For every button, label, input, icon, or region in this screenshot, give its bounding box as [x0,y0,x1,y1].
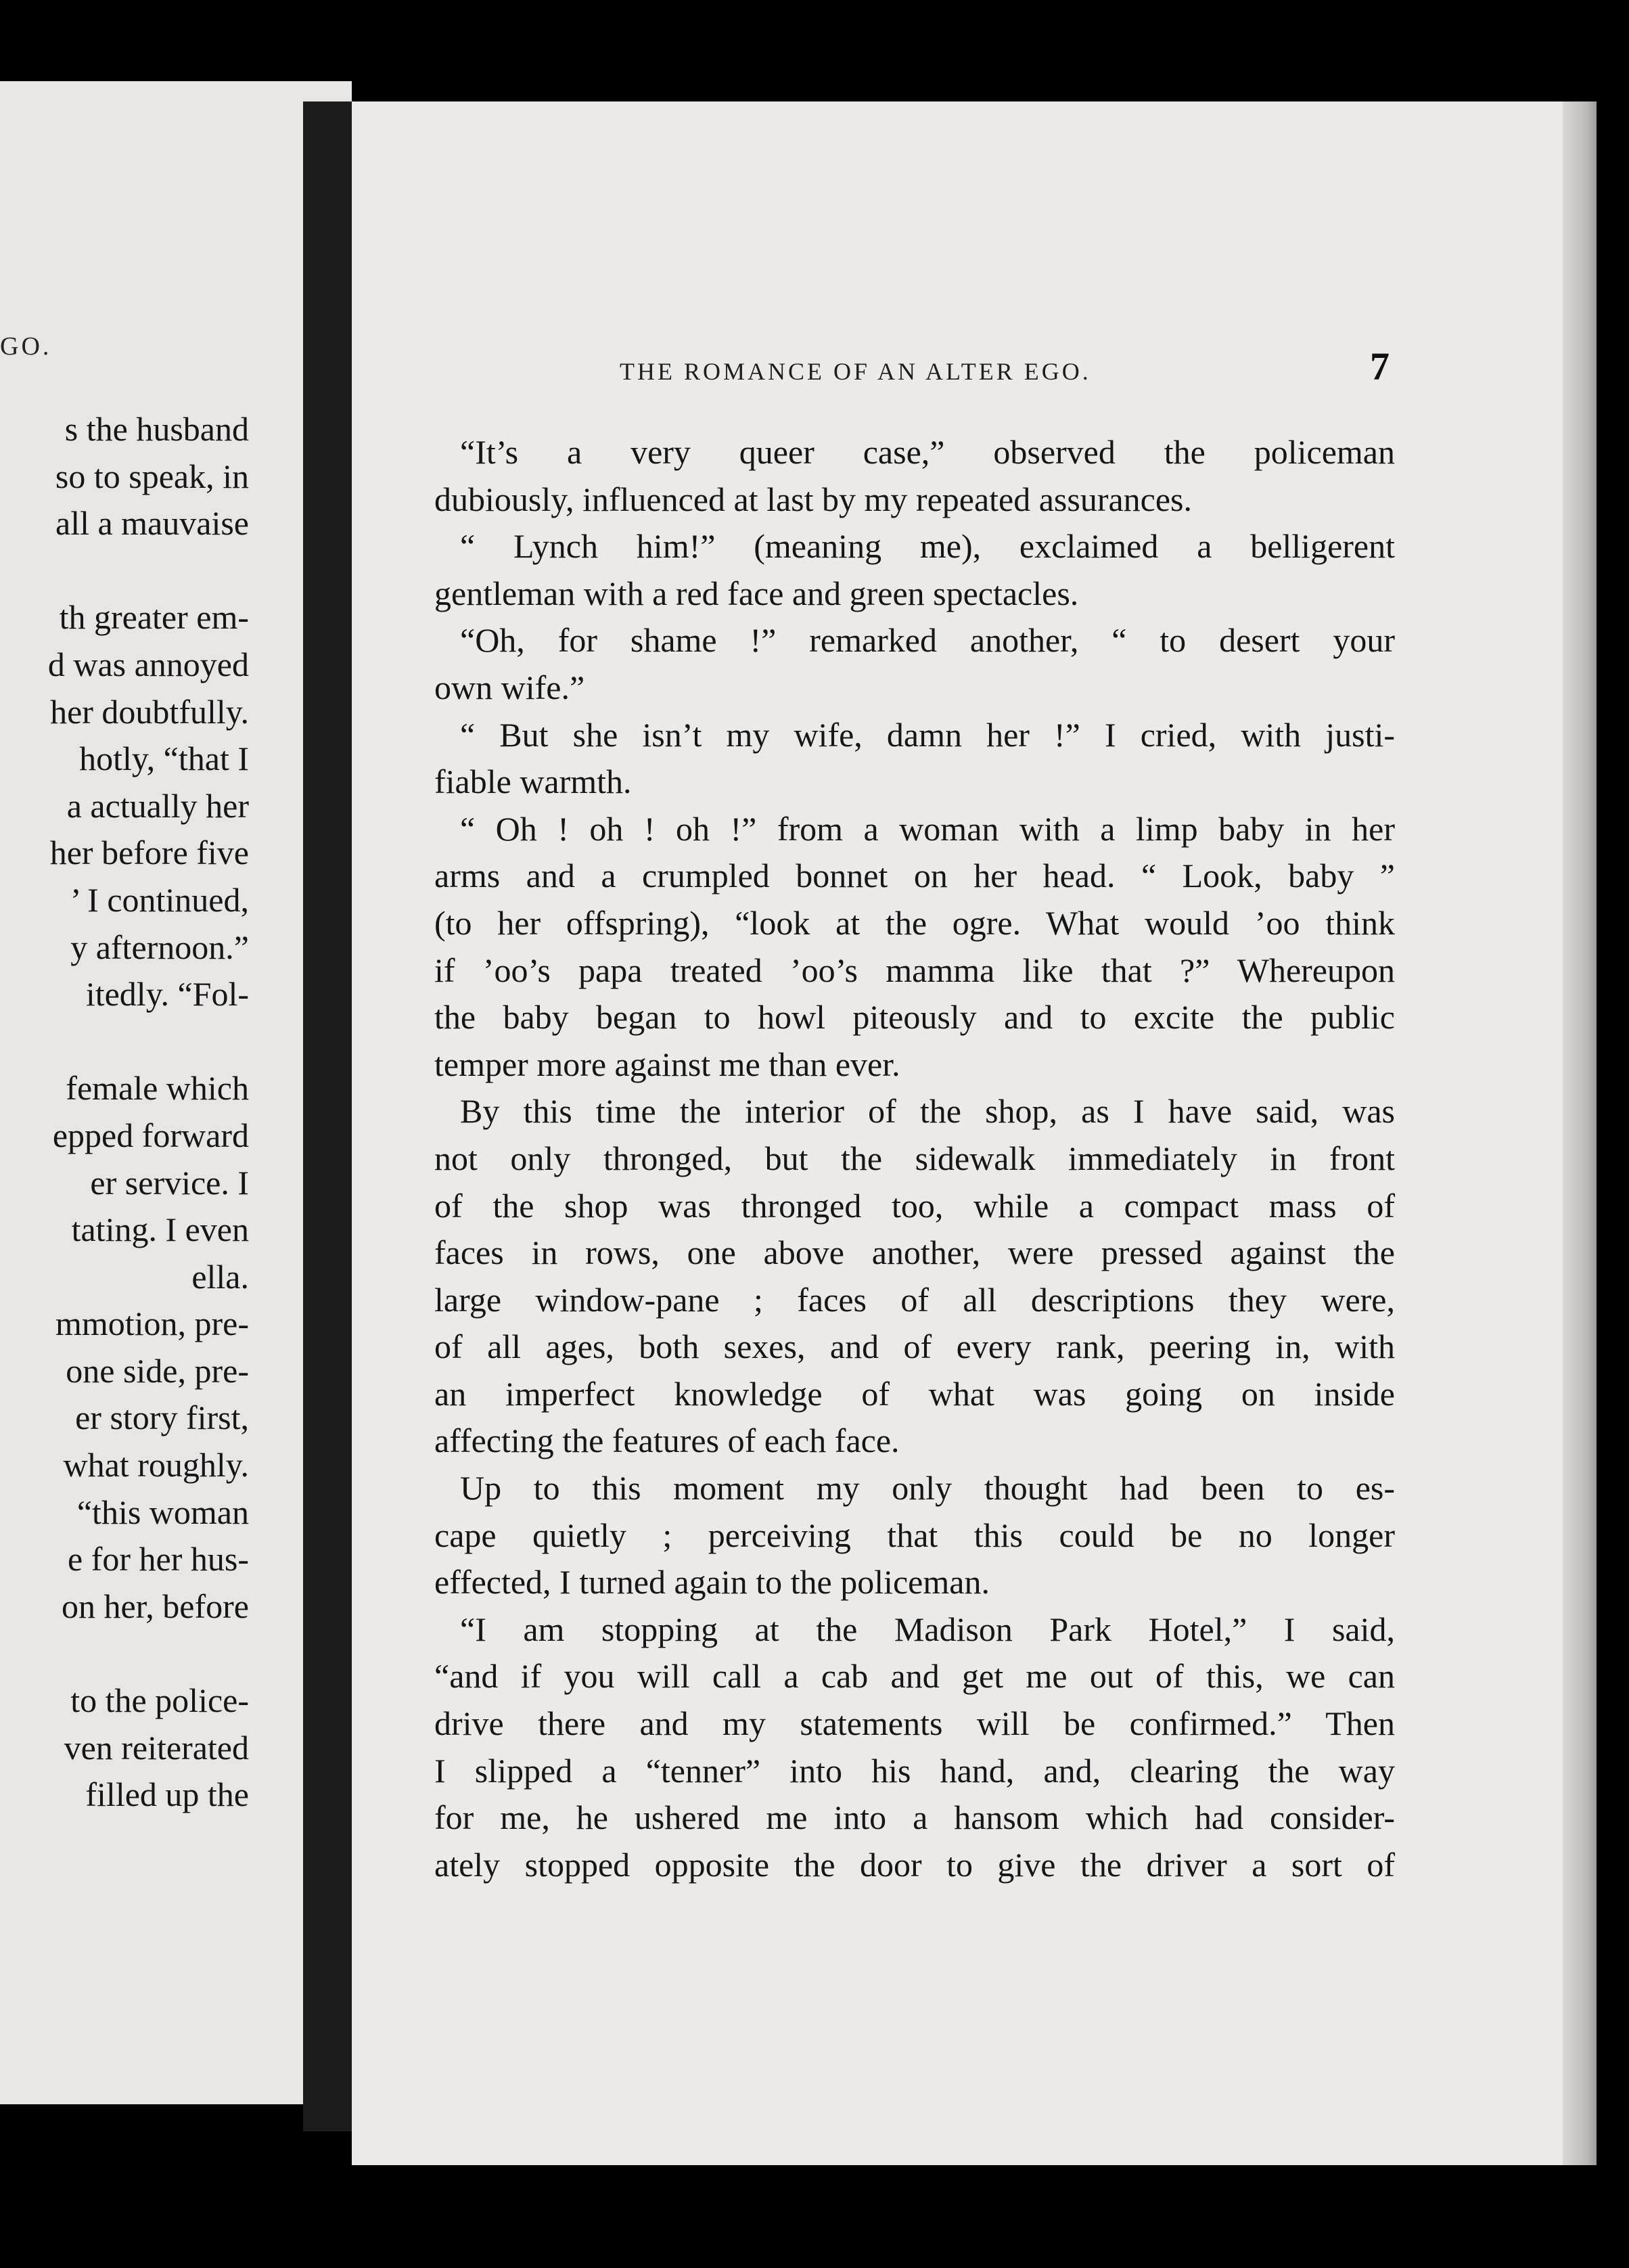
text-line: “ But she isn’t my wife, damn her !” I cried, with justi- [460,715,1395,754]
text-line: fiable warmth. [434,763,632,801]
text-line: faces in rows, one above another, were pressed against the [434,1233,1395,1272]
text-line: “I am stopping at the Madison Park Hotel,” I said, [460,1610,1395,1648]
left-text-line: ella. [191,1257,249,1296]
left-text-line: er service. I [90,1163,249,1202]
text-line: affecting the features of each face. [434,1422,900,1460]
left-text-line: epped forward [52,1116,249,1154]
text-line: effected, I turned again to the policeman. [434,1563,990,1602]
left-text-line: “this woman [76,1493,249,1531]
right-page [352,101,1597,2165]
left-text-line: ven reiterated [64,1728,249,1767]
left-text-line: on her, before [61,1587,249,1625]
text-line: I slipped a “tenner” into his hand, and, clearing the way [434,1751,1395,1790]
text-line: large window-pane ; faces of all descriptions they were, [434,1280,1395,1319]
left-text-line: er story first, [75,1399,249,1437]
left-text-line: what roughly. [63,1446,249,1484]
page-number: 7 [1370,344,1390,388]
left-text-line: s the husband [64,410,249,448]
left-text-line [0,1018,249,1066]
text-line: the baby began to howl piteously and to excite the public [434,998,1395,1037]
left-text-line: to the police- [70,1681,249,1720]
text-line: “and if you will call a cab and get me out of this, we can [434,1657,1395,1696]
text-line: “ Lynch him!” (meaning me), exclaimed a belligerent [460,527,1395,566]
left-text-line: so to speak, in [55,457,249,495]
text-line: “ Oh ! oh ! oh !” from a woman with a limp baby in her [460,809,1395,848]
left-text-line: itedly. “Fol- [85,975,249,1014]
left-text-line: y afternoon.” [70,928,249,966]
left-text-line: filled up the [85,1775,249,1814]
text-line: an imperfect knowledge of what was going on inside [434,1374,1395,1413]
left-text-line: tating. I even [71,1210,249,1249]
text-line: of all ages, both sexes, and of every rank, peering in, with [434,1328,1395,1366]
text-line: gentleman with a red face and green spectacles. [434,574,1079,612]
left-text-line: ’ I continued, [70,880,249,919]
body-text [434,429,1395,1888]
left-text-line: her doubtfully. [50,692,249,731]
text-line: Up to this moment my only thought had been to es- [460,1469,1395,1507]
page-edge [1563,101,1597,2165]
left-text-line: a actually her [66,786,249,825]
left-text-line: one side, pre- [66,1351,249,1390]
text-line: By this time the interior of the shop, as I have said, was [460,1092,1395,1131]
left-text-line: all a mauvaise [55,504,249,543]
left-text-line: her before five [49,834,249,872]
text-line: dubiously, influenced at last by my repeated assurances. [434,480,1193,518]
text-line: temper more against me than ever. [434,1045,900,1083]
left-text-line: e for her hus- [68,1540,249,1579]
text-line: drive there and my statements will be confirmed.” Then [434,1704,1395,1743]
text-line: “It’s a very queer case,” observed the policeman [460,433,1395,471]
left-text-line: female which [66,1069,249,1108]
text-line: not only thronged, but the sidewalk immediately in front [434,1139,1395,1177]
left-running-head-fragment: GO. [0,332,52,361]
text-line: arms and a crumpled bonnet on her head. “ Look, baby ” [434,857,1395,895]
text-line: if ’oo’s papa treated ’oo’s mamma like that ?” Whereupon [434,951,1395,989]
text-line: cape quietly ; perceiving that this could be no longer [434,1516,1395,1554]
text-line: for me, he ushered me into a hansom which had consider- [434,1798,1395,1837]
text-line: “Oh, for shame !” remarked another, “ to desert your [460,621,1395,660]
text-line: ately stopped opposite the door to give the driver a sort of [434,1845,1395,1884]
left-text-line [0,547,249,595]
left-text-line: hotly, “that I [79,740,249,778]
left-text-line: th greater em- [59,598,249,637]
text-line: (to her offspring), “look at the ogre. What would ’oo think [434,903,1395,942]
left-text-line: d was annoyed [47,645,249,683]
running-head: THE ROMANCE OF AN ALTER EGO. [620,358,1091,385]
text-line: of the shop was thronged too, while a compact mass of [434,1186,1395,1225]
text-line: own wife.” [434,668,585,706]
left-text-line [0,1630,249,1677]
left-page [0,81,352,2104]
left-text-line: mmotion, pre- [55,1305,249,1343]
left-page-text [0,406,249,1819]
